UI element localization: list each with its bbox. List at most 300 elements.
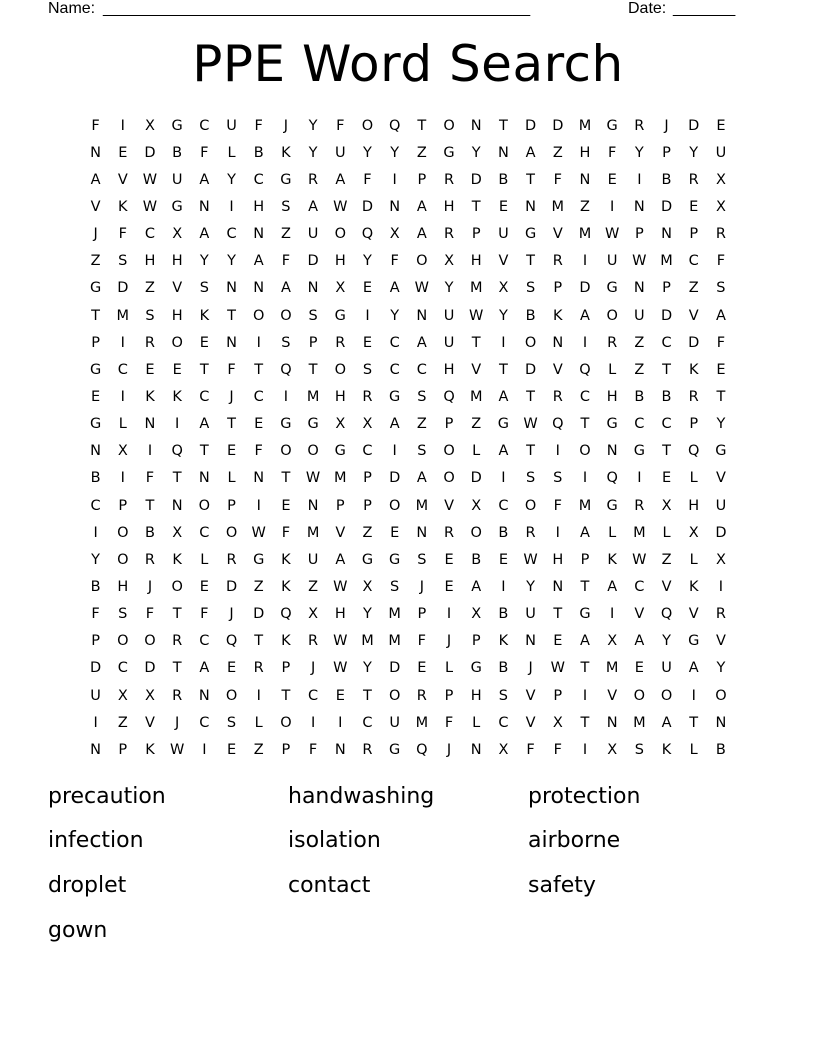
grid-letter[interactable]: X [444,253,454,270]
grid-letter[interactable]: L [689,741,698,758]
grid-letter[interactable]: I [637,470,642,487]
grid-letter[interactable]: V [145,714,155,731]
grid-letter[interactable]: C [199,633,210,650]
grid-letter[interactable]: X [607,741,618,758]
grid-letter[interactable]: I [147,443,153,460]
grid-letter[interactable]: V [688,307,699,324]
grid-letter[interactable]: F [118,226,127,243]
grid-letter[interactable]: D [389,660,401,677]
grid-letter[interactable]: T [580,416,590,433]
grid-letter[interactable]: T [498,361,508,378]
grid-letter[interactable]: R [607,334,618,351]
grid-letter[interactable]: P [118,497,128,514]
grid-letter[interactable]: B [661,388,672,405]
grid-letter[interactable]: P [580,551,590,568]
grid-letter[interactable]: Z [253,741,264,758]
grid-letter[interactable]: W [469,307,484,324]
grid-letter[interactable]: Y [227,253,236,270]
grid-letter[interactable]: F [254,117,263,134]
grid-letter[interactable]: Z [552,144,563,161]
grid-letter[interactable]: G [280,171,292,188]
grid-letter[interactable]: E [199,334,209,351]
grid-letter[interactable]: Q [606,470,618,487]
grid-letter[interactable]: S [417,388,427,405]
grid-letter[interactable]: I [120,388,125,405]
grid-letter[interactable]: T [172,606,182,623]
grid-letter[interactable]: O [334,361,346,378]
grid-letter[interactable]: R [172,687,183,704]
grid-letter[interactable]: N [525,198,537,215]
grid-letter[interactable]: J [446,741,452,758]
grid-letter[interactable]: R [688,171,699,188]
grid-letter[interactable]: N [497,144,509,161]
grid-letter[interactable]: C [579,388,591,405]
grid-letter[interactable]: U [307,226,319,243]
grid-letter[interactable]: I [175,416,180,433]
grid-letter[interactable]: V [715,633,726,650]
grid-letter[interactable]: I [120,117,125,134]
grid-letter[interactable]: R [634,117,645,134]
grid-letter[interactable]: C [253,171,264,188]
grid-letter[interactable]: S [525,280,536,297]
grid-letter[interactable]: V [715,470,726,487]
grid-letter[interactable]: N [470,741,482,758]
grid-letter[interactable]: P [471,633,481,650]
grid-letter[interactable]: R [525,524,536,541]
grid-letter[interactable]: W [632,551,647,568]
grid-letter[interactable]: X [145,687,155,704]
grid-letter[interactable]: W [414,280,430,297]
grid-letter[interactable]: K [553,307,563,324]
grid-letter[interactable]: M [633,524,646,541]
grid-letter[interactable]: A [471,578,482,595]
grid-letter[interactable]: P [417,606,427,623]
grid-letter[interactable]: D [361,198,374,215]
grid-letter[interactable]: I [718,578,724,595]
grid-letter[interactable]: A [335,171,346,188]
grid-letter[interactable]: F [200,144,209,161]
grid-letter[interactable]: O [334,226,346,243]
grid-letter[interactable]: E [716,117,726,134]
grid-letter[interactable]: X [661,497,672,514]
grid-letter[interactable]: B [498,660,509,677]
grid-letter[interactable]: O [171,578,183,595]
grid-letter[interactable]: L [608,524,617,541]
grid-letter[interactable]: H [334,606,346,623]
grid-letter[interactable]: Z [90,253,101,270]
grid-letter[interactable]: E [498,551,508,568]
grid-letter[interactable]: T [417,117,427,134]
grid-letter[interactable]: K [145,388,155,405]
grid-letter[interactable]: I [555,524,560,541]
grid-letter[interactable]: R [253,660,264,677]
grid-letter[interactable]: N [253,470,265,487]
grid-letter[interactable]: D [660,307,673,324]
grid-letter[interactable]: G [253,551,265,568]
grid-letter[interactable]: V [498,253,509,270]
grid-letter[interactable]: G [89,361,102,378]
grid-letter[interactable]: K [688,578,699,595]
grid-letter[interactable]: V [172,280,183,297]
grid-letter[interactable]: A [199,171,210,188]
grid-letter[interactable]: L [472,443,481,460]
grid-letter[interactable]: E [281,497,291,514]
grid-letter[interactable]: E [716,361,726,378]
grid-letter[interactable]: I [582,741,588,758]
grid-letter[interactable]: A [199,660,210,677]
grid-letter[interactable]: S [281,334,291,351]
grid-letter[interactable]: G [606,497,618,514]
grid-letter[interactable]: D [688,117,700,134]
grid-letter[interactable]: W [333,198,348,215]
grid-letter[interactable]: O [388,497,401,514]
grid-letter[interactable]: X [715,551,726,568]
grid-letter[interactable]: F [607,144,617,161]
grid-letter[interactable]: Z [634,334,645,351]
grid-letter[interactable]: T [281,470,291,487]
grid-letter[interactable]: K [145,741,155,758]
grid-letter[interactable]: O [715,687,727,704]
grid-letter[interactable]: U [498,226,509,243]
grid-letter[interactable]: E [362,334,373,351]
grid-letter[interactable]: O [388,687,401,704]
grid-letter[interactable]: O [280,307,292,324]
grid-letter[interactable]: Z [308,578,319,595]
grid-letter[interactable]: H [144,253,156,270]
grid-letter[interactable]: R [715,606,726,623]
grid-letter[interactable]: E [498,198,508,215]
grid-letter[interactable]: E [172,361,182,378]
grid-letter[interactable]: T [689,714,699,731]
grid-letter[interactable]: V [552,361,563,378]
grid-letter[interactable]: D [525,117,537,134]
grid-letter[interactable]: U [443,307,455,324]
grid-letter[interactable]: M [578,497,592,514]
grid-letter[interactable]: P [335,497,345,514]
grid-letter[interactable]: P [91,633,100,650]
grid-letter[interactable]: D [525,361,537,378]
grid-letter[interactable]: I [229,198,234,215]
grid-letter[interactable]: O [361,117,374,134]
grid-letter[interactable]: P [553,687,563,704]
grid-letter[interactable]: S [417,443,427,460]
grid-letter[interactable]: K [199,307,210,324]
grid-letter[interactable]: X [552,714,563,731]
grid-letter[interactable]: I [501,578,506,595]
grid-letter[interactable]: P [417,171,427,188]
grid-letter[interactable]: T [553,606,563,623]
grid-letter[interactable]: B [498,524,509,541]
grid-letter[interactable]: S [417,551,427,568]
grid-letter[interactable]: R [308,171,319,188]
grid-letter[interactable]: A [416,470,427,487]
grid-letter[interactable]: V [525,714,536,731]
grid-letter[interactable]: F [444,714,454,731]
grid-letter[interactable]: C [199,714,210,731]
grid-letter[interactable]: Q [280,606,292,623]
grid-letter[interactable]: H [171,307,183,324]
grid-letter[interactable]: Y [91,551,101,568]
grid-letter[interactable]: F [553,741,562,758]
grid-letter[interactable]: Q [361,226,374,243]
grid-letter[interactable]: T [145,497,155,514]
grid-letter[interactable]: K [281,551,291,568]
grid-letter[interactable]: N [90,741,102,758]
grid-letter[interactable]: L [689,551,698,568]
grid-letter[interactable]: T [526,443,536,460]
grid-letter[interactable]: J [229,606,234,623]
grid-letter[interactable]: X [607,633,618,650]
grid-letter[interactable]: O [225,687,238,704]
grid-letter[interactable]: U [634,307,645,324]
grid-letter[interactable]: O [606,307,618,324]
grid-letter[interactable]: V [117,171,128,188]
grid-letter[interactable]: O [660,687,673,704]
grid-letter[interactable]: A [280,280,291,297]
grid-letter[interactable]: N [171,497,183,514]
grid-letter[interactable]: R [443,524,455,541]
grid-letter[interactable]: T [227,307,236,324]
grid-letter[interactable]: A [607,578,618,595]
grid-letter[interactable]: D [90,660,102,677]
grid-letter[interactable]: B [498,606,509,623]
grid-letter[interactable]: P [308,334,318,351]
grid-letter[interactable]: O [524,497,537,514]
grid-letter[interactable]: V [335,524,346,541]
grid-letter[interactable]: A [253,253,264,270]
grid-letter[interactable]: T [526,253,536,270]
grid-letter[interactable]: C [498,714,509,731]
grid-letter[interactable]: A [90,171,101,188]
grid-letter[interactable]: C [688,253,699,270]
grid-letter[interactable]: Q [416,741,428,758]
grid-letter[interactable]: T [716,388,726,405]
grid-letter[interactable]: K [281,144,291,161]
grid-letter[interactable]: O [470,524,482,541]
grid-letter[interactable]: G [389,551,401,568]
grid-letter[interactable]: H [688,497,700,514]
grid-letter[interactable]: O [198,497,211,514]
grid-letter[interactable]: Q [552,416,564,433]
grid-letter[interactable]: Y [363,144,372,161]
grid-letter[interactable]: P [281,660,291,677]
grid-letter[interactable]: I [582,687,588,704]
grid-letter[interactable]: I [120,470,125,487]
grid-letter[interactable]: C [144,226,156,243]
grid-letter[interactable]: A [580,307,590,324]
grid-letter[interactable]: M [361,633,374,650]
grid-letter[interactable]: D [144,660,156,677]
grid-letter[interactable]: V [634,606,645,623]
grid-letter[interactable]: O [579,443,591,460]
grid-letter[interactable]: C [498,497,509,514]
grid-letter[interactable]: I [610,606,615,623]
grid-letter[interactable]: I [582,253,588,270]
grid-letter[interactable]: C [117,361,128,378]
grid-letter[interactable]: G [633,443,645,460]
grid-letter[interactable]: F [281,253,291,270]
grid-letter[interactable]: I [501,334,506,351]
date-field[interactable]: _______ [673,0,736,17]
grid-letter[interactable]: S [553,470,563,487]
grid-letter[interactable]: I [93,524,98,541]
grid-letter[interactable]: M [116,307,130,324]
grid-letter[interactable]: F [308,741,318,758]
grid-letter[interactable]: Y [308,144,318,161]
grid-letter[interactable]: X [498,741,509,758]
grid-letter[interactable]: D [579,280,591,297]
grid-letter[interactable]: M [578,117,592,134]
grid-letter[interactable]: G [361,551,374,568]
grid-letter[interactable]: T [526,388,536,405]
grid-letter[interactable]: H [606,388,618,405]
grid-letter[interactable]: A [498,443,509,460]
grid-letter[interactable]: F [390,253,399,270]
grid-letter[interactable]: B [172,144,183,161]
grid-letter[interactable]: G [443,144,455,161]
grid-letter[interactable]: E [226,741,237,758]
grid-letter[interactable]: N [416,524,428,541]
grid-letter[interactable]: G [470,660,482,677]
grid-letter[interactable]: T [281,687,291,704]
grid-letter[interactable]: A [389,416,400,433]
grid-letter[interactable]: H [552,551,564,568]
grid-letter[interactable]: X [471,497,482,514]
grid-letter[interactable]: N [198,198,210,215]
grid-letter[interactable]: T [662,361,671,378]
grid-letter[interactable]: G [280,416,292,433]
grid-letter[interactable]: M [306,388,320,405]
grid-letter[interactable]: R [416,687,427,704]
grid-letter[interactable]: C [199,524,210,541]
grid-letter[interactable]: S [716,280,726,297]
grid-letter[interactable]: W [305,470,321,487]
grid-letter[interactable]: F [254,443,263,460]
grid-letter[interactable]: F [417,633,427,650]
grid-letter[interactable]: S [308,307,318,324]
grid-letter[interactable]: J [283,117,289,134]
grid-letter[interactable]: I [582,334,588,351]
grid-letter[interactable]: P [281,741,291,758]
grid-letter[interactable]: P [363,497,372,514]
grid-letter[interactable]: S [525,470,536,487]
grid-letter[interactable]: O [117,524,129,541]
grid-letter[interactable]: F [526,741,535,758]
grid-letter[interactable]: U [307,551,319,568]
grid-letter[interactable]: Z [362,524,373,541]
grid-letter[interactable]: A [416,334,427,351]
grid-letter[interactable]: E [226,443,237,460]
grid-letter[interactable]: Y [662,633,671,650]
grid-letter[interactable]: K [498,633,509,650]
grid-letter[interactable]: W [333,660,348,677]
grid-letter[interactable]: B [525,307,536,324]
grid-letter[interactable]: B [634,388,645,405]
grid-letter[interactable]: H [334,388,346,405]
grid-letter[interactable]: V [90,198,101,215]
grid-letter[interactable]: Z [688,280,699,297]
grid-letter[interactable]: D [117,280,129,297]
grid-letter[interactable]: G [171,117,183,134]
grid-letter[interactable]: U [525,606,536,623]
grid-letter[interactable]: Y [498,307,508,324]
grid-letter[interactable]: N [144,416,156,433]
grid-letter[interactable]: H [470,253,482,270]
grid-letter[interactable]: Y [689,144,699,161]
grid-letter[interactable]: H [253,198,265,215]
grid-letter[interactable]: I [392,443,397,460]
grid-letter[interactable]: X [172,226,183,243]
grid-letter[interactable]: Y [363,606,372,623]
grid-letter[interactable]: P [471,226,481,243]
grid-letter[interactable]: G [89,416,102,433]
grid-letter[interactable]: U [226,117,237,134]
grid-letter[interactable]: A [580,633,590,650]
grid-letter[interactable]: S [145,307,155,324]
grid-letter[interactable]: I [501,470,506,487]
grid-letter[interactable]: P [118,741,128,758]
grid-letter[interactable]: E [91,388,101,405]
grid-letter[interactable]: F [145,470,155,487]
grid-letter[interactable]: C [253,388,264,405]
grid-letter[interactable]: L [227,470,236,487]
grid-letter[interactable]: L [689,470,698,487]
grid-letter[interactable]: F [91,117,100,134]
grid-letter[interactable]: N [633,198,645,215]
grid-letter[interactable]: K [172,551,182,568]
grid-letter[interactable]: Z [416,416,427,433]
grid-letter[interactable]: C [90,497,101,514]
grid-letter[interactable]: A [661,714,672,731]
grid-letter[interactable]: O [280,714,292,731]
grid-letter[interactable]: C [661,334,672,351]
grid-letter[interactable]: A [688,660,699,677]
grid-letter[interactable]: V [688,606,699,623]
grid-letter[interactable]: X [117,443,128,460]
grid-letter[interactable]: Q [579,361,591,378]
grid-letter[interactable]: C [389,334,400,351]
grid-letter[interactable]: U [171,171,183,188]
grid-letter[interactable]: G [715,443,727,460]
grid-letter[interactable]: Y [308,117,318,134]
grid-letter[interactable]: P [363,470,372,487]
grid-letter[interactable]: A [715,307,726,324]
grid-letter[interactable]: E [335,687,345,704]
grid-letter[interactable]: I [365,307,370,324]
grid-letter[interactable]: M [633,714,646,731]
grid-letter[interactable]: M [469,280,483,297]
grid-letter[interactable]: V [607,687,618,704]
grid-letter[interactable]: C [199,388,210,405]
grid-letter[interactable]: B [715,741,726,758]
grid-letter[interactable]: S [281,198,291,215]
grid-letter[interactable]: C [117,660,128,677]
grid-letter[interactable]: P [662,280,671,297]
grid-letter[interactable]: D [660,198,673,215]
grid-letter[interactable]: D [253,606,265,623]
grid-letter[interactable]: F [281,524,291,541]
grid-letter[interactable]: R [172,633,183,650]
grid-letter[interactable]: W [142,198,158,215]
grid-letter[interactable]: G [497,416,510,433]
grid-letter[interactable]: N [661,226,672,243]
grid-letter[interactable]: Y [363,660,372,677]
grid-letter[interactable]: F [336,117,345,134]
grid-letter[interactable]: T [580,714,590,731]
grid-letter[interactable]: Z [117,714,128,731]
grid-letter[interactable]: Y [634,144,644,161]
grid-letter[interactable]: N [226,334,237,351]
